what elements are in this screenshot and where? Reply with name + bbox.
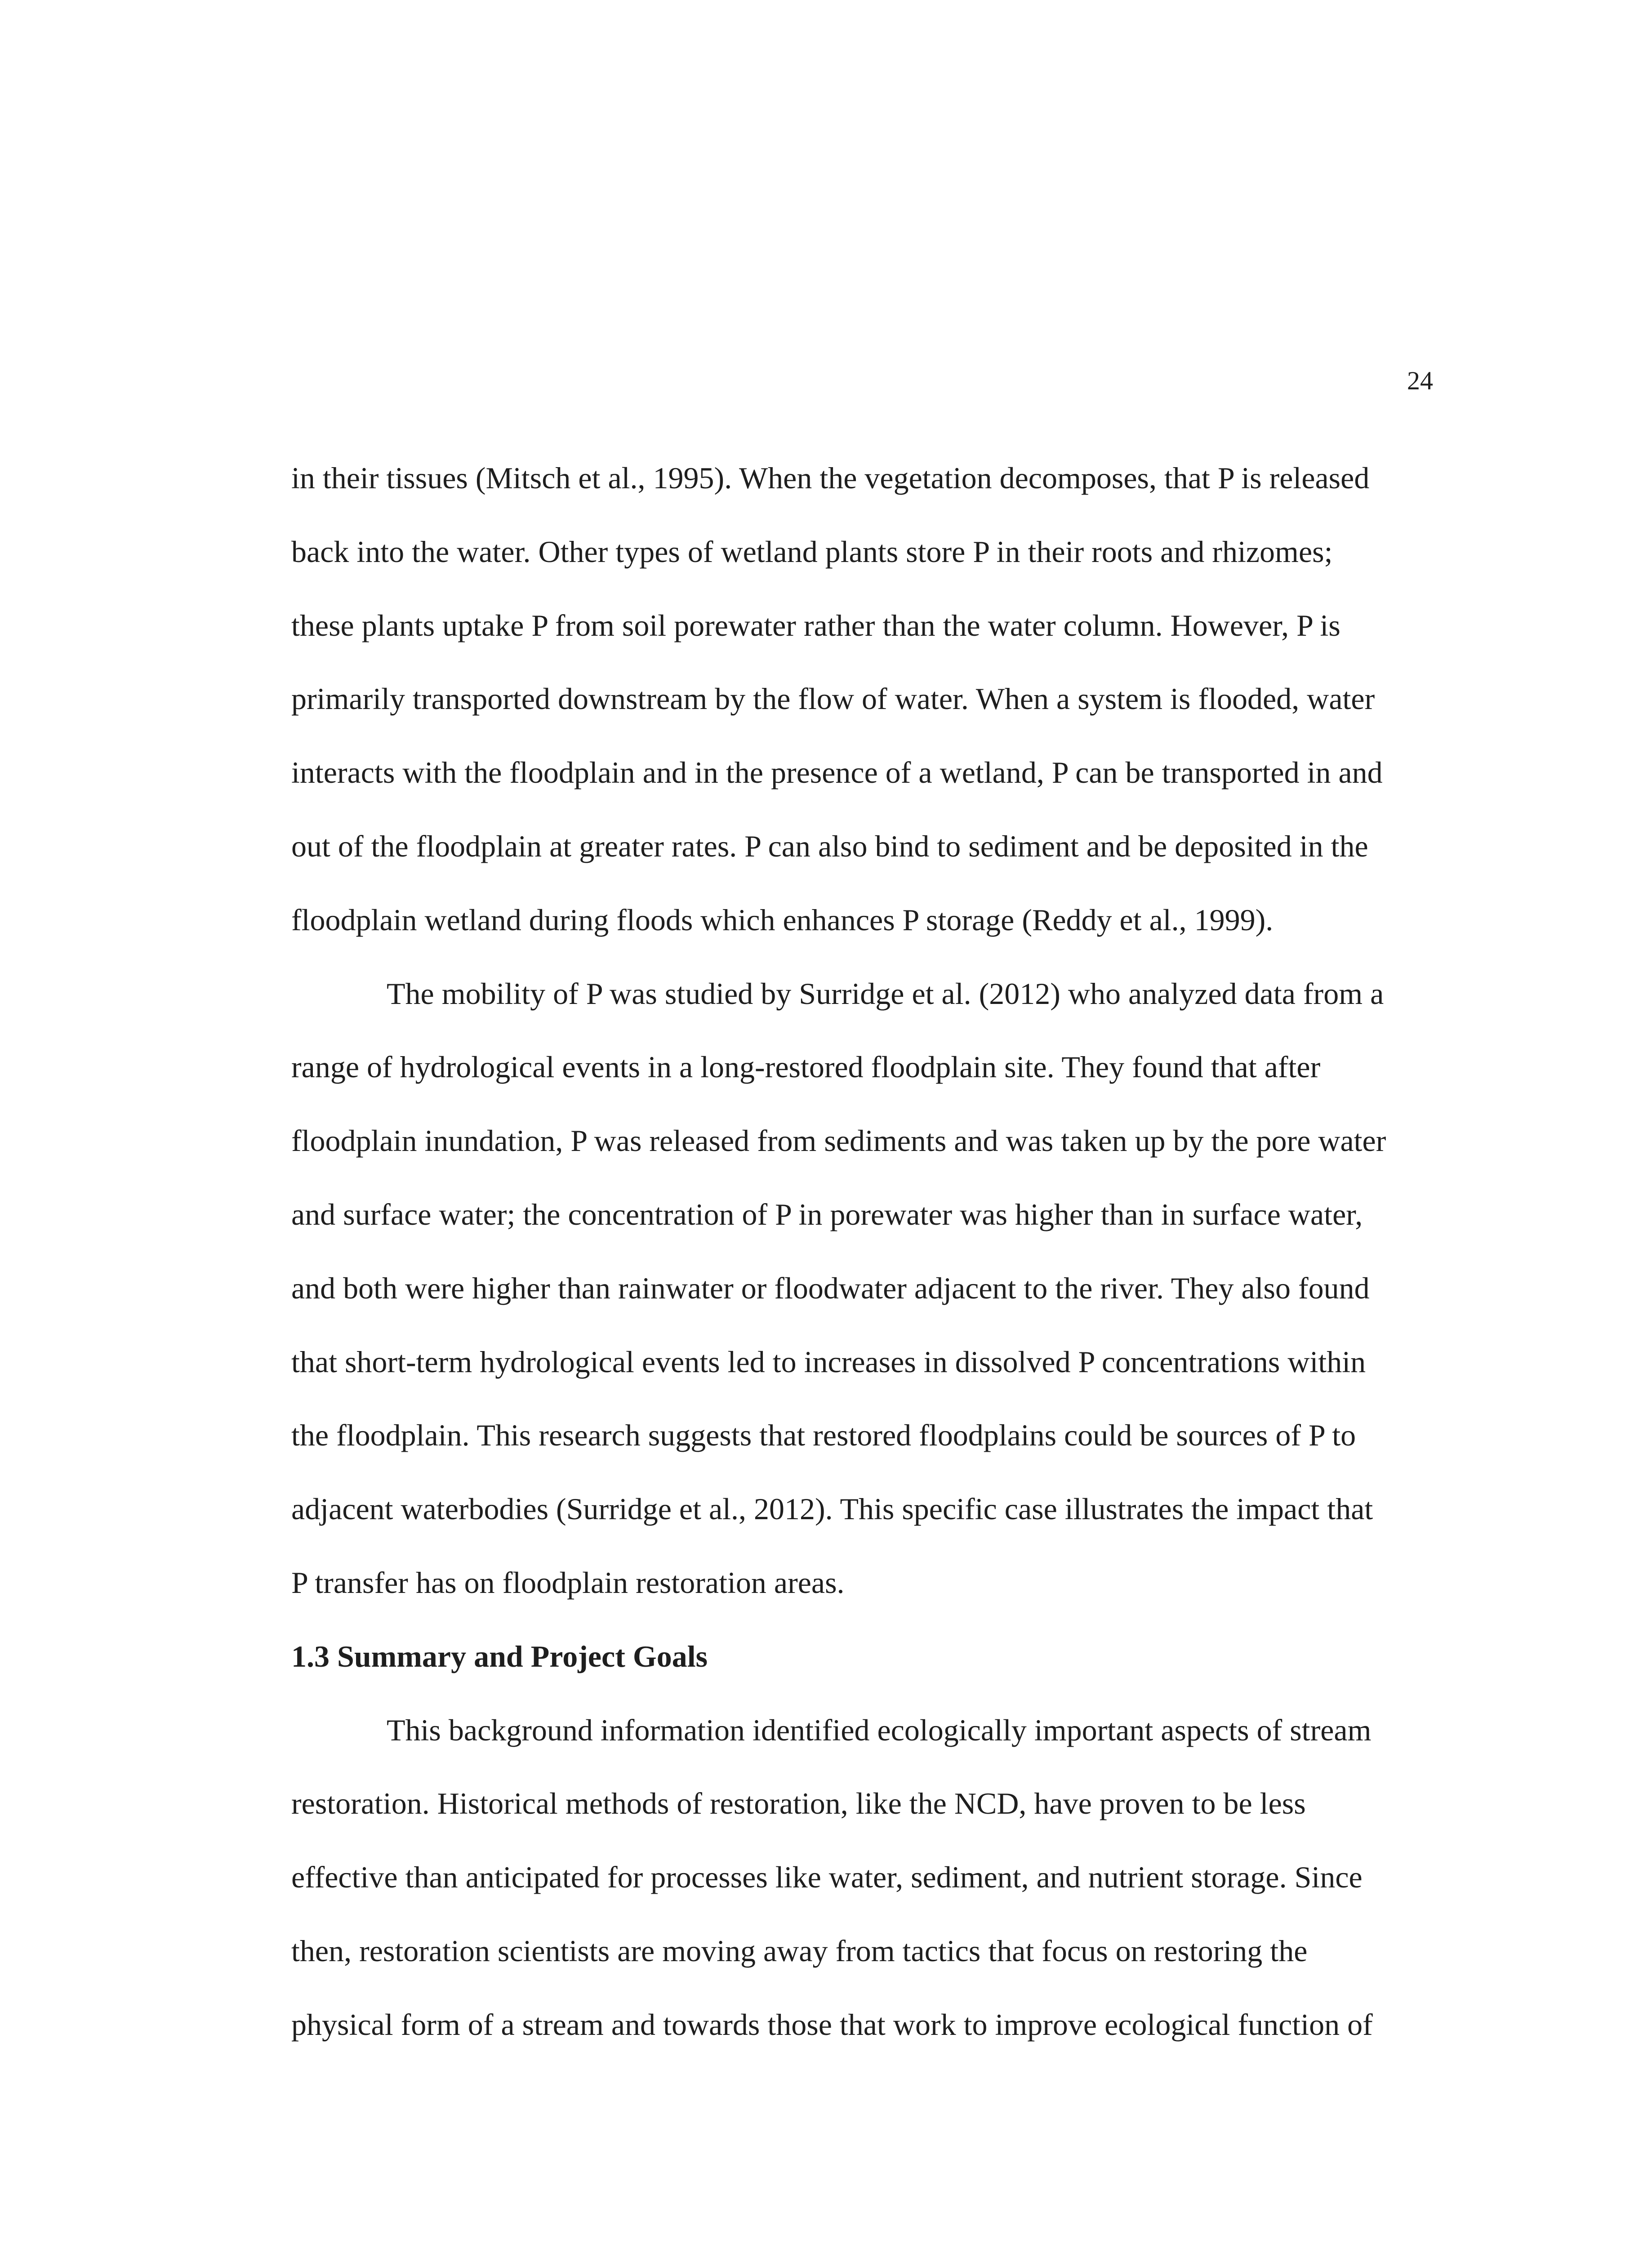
paragraph-1 <box>291 442 1442 957</box>
text-line: and both were higher than rainwater or floodwater adjacent to the river. They also found <box>291 1271 1370 1305</box>
text-line: the floodplain. This research suggests that restored floodplains could be sources of P to <box>291 1418 1356 1453</box>
section-heading: 1.3 Summary and Project Goals <box>291 1639 708 1673</box>
text-line: effective than anticipated for processes like water, sediment, and nutrient storage. Since <box>291 1860 1363 1895</box>
text-line: P transfer has on floodplain restoration areas. <box>291 1565 845 1600</box>
text-line: floodplain inundation, P was released from sediments and was taken up by the pore water <box>291 1124 1386 1158</box>
paragraph-2 <box>291 957 1442 1620</box>
text-line: This background information identified ecologically important aspects of stream <box>387 1713 1371 1747</box>
text-line: in their tissues (Mitsch et al., 1995). When the vegetation decomposes, that P is released <box>291 461 1370 495</box>
text-line: restoration. Historical methods of restoration, like the NCD, have proven to be less <box>291 1786 1306 1821</box>
text-line: back into the water. Other types of wetland plants store P in their roots and rhizomes; <box>291 534 1333 569</box>
text-line: these plants uptake P from soil porewater rather than the water column. However, P is <box>291 608 1340 642</box>
body-text <box>291 442 1442 2062</box>
text-line: range of hydrological events in a long-restored floodplain site. They found that after <box>291 1050 1321 1084</box>
text-line: interacts with the floodplain and in the presence of a wetland, P can be transported in and <box>291 755 1383 790</box>
text-line: primarily transported downstream by the flow of water. When a system is flooded, water <box>291 682 1375 716</box>
text-line: adjacent waterbodies (Surridge et al., 2012). This specific case illustrates the impact that <box>291 1492 1373 1526</box>
text-line: out of the floodplain at greater rates. P can also bind to sediment and be deposited in the <box>291 829 1368 863</box>
text-line: The mobility of P was studied by Surridge et al. (2012) who analyzed data from a <box>387 976 1384 1011</box>
text-line: physical form of a stream and towards those that work to improve ecological function of <box>291 2007 1373 2042</box>
paragraph-3 <box>291 1694 1442 2062</box>
text-line: that short-term hydrological events led to increases in dissolved P concentrations within <box>291 1344 1366 1379</box>
text-line: and surface water; the concentration of P in porewater was higher than in surface water, <box>291 1197 1363 1231</box>
text-line: floodplain wetland during floods which enhances P storage (Reddy et al., 1999). <box>291 902 1274 937</box>
text-line: then, restoration scientists are moving away from tactics that focus on restoring the <box>291 1933 1308 1968</box>
page-number: 24 <box>1407 366 1433 395</box>
